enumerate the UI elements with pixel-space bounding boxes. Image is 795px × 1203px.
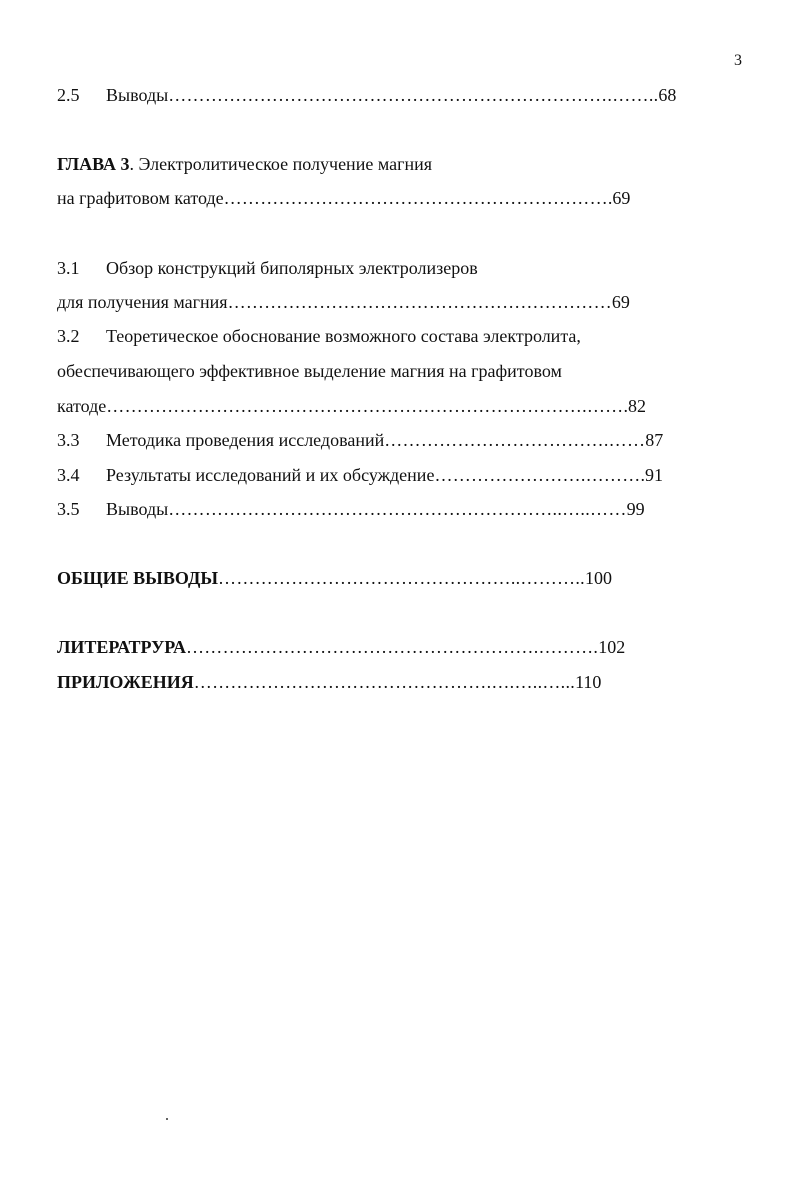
toc-page-number: .69: [607, 188, 631, 208]
toc-entry-title: Теоретическое обоснование возможного состава электролита,: [106, 326, 581, 346]
toc-leader-dots: ………………………………………………………: [223, 188, 608, 208]
toc-page-number: 102: [598, 637, 626, 657]
toc-page-number: 68: [658, 85, 677, 105]
toc-entry-title: Выводы: [106, 499, 169, 519]
toc-entry-number: 3.5: [57, 499, 80, 519]
toc-entry-3-1-line2: [57, 291, 630, 313]
toc-page-number: 87: [645, 430, 664, 450]
toc-page-number: 100: [584, 568, 612, 588]
toc-entry-conclusions: [57, 567, 612, 589]
toc-leader-dots: …………………………………………………………………….……: [106, 396, 624, 416]
toc-leader-dots: …………………………………………..………..: [218, 568, 585, 588]
toc-entry-title: ОБЩИЕ ВЫВОДЫ: [57, 568, 219, 588]
toc-leader-dots: ………………………………………………….……….: [186, 637, 599, 657]
toc-entry-2-5: [57, 84, 676, 106]
toc-leader-dots: …………………….………: [434, 465, 641, 485]
page-number: 3: [734, 52, 742, 69]
toc-entry-title-cont: обеспечивающего эффективное выделение магния на графитовом: [57, 361, 562, 381]
toc-entry-title: Результаты исследований и их обсуждение: [106, 465, 435, 485]
toc-entry-3-3: [57, 429, 663, 451]
toc-leader-dots: ………………………………………….….…..…...: [193, 672, 576, 692]
scan-speck: [166, 1118, 168, 1120]
toc-entry-title: Обзор конструкций биполярных электролизеров: [106, 258, 478, 278]
toc-entry-title: ПРИЛОЖЕНИЯ: [57, 672, 194, 692]
chapter-label: ГЛАВА 3: [57, 154, 130, 174]
toc-entry-title: Выводы: [106, 85, 169, 105]
toc-leader-dots: ……………………………………………………………….……..: [168, 85, 659, 105]
toc-entry-number: 2.5: [57, 85, 80, 105]
toc-entry-title-cont: катоде: [57, 396, 107, 416]
toc-page-number: .82: [623, 396, 646, 416]
chapter-3-heading: [57, 153, 432, 175]
toc-page-number: 110: [575, 672, 602, 692]
toc-entry-appendices: [57, 671, 601, 693]
toc-entry-3-4: [57, 464, 663, 486]
toc-entry-number: 3.1: [57, 258, 80, 278]
toc-leader-dots: ………………………………………………………..…..……: [168, 499, 627, 519]
toc-page-number: 99: [626, 499, 645, 519]
toc-entry-3-5: [57, 498, 645, 520]
toc-leader-dots: ……………………………….……: [384, 430, 646, 450]
toc-entry-literature: [57, 636, 625, 658]
chapter-title-line1: . Электролитическое получение магния: [129, 154, 432, 174]
toc-entry-title: Методика проведения исследований: [106, 430, 385, 450]
toc-entry-title: ЛИТЕРАТРУРА: [57, 637, 186, 657]
toc-entry-3-2: [57, 325, 581, 347]
toc-leader-dots: ………………………………………………………: [227, 292, 612, 312]
chapter-3-heading-line2: [57, 187, 630, 209]
toc-entry-3-2-line3: [57, 395, 646, 417]
toc-entry-number: 3.4: [57, 465, 80, 485]
toc-entry-3-1: [57, 257, 478, 279]
toc-entry-title-cont: для получения магния: [57, 292, 228, 312]
toc-entry-3-2-line2: [57, 360, 562, 382]
chapter-title-line2: на графитовом катоде: [57, 188, 224, 208]
toc-page-number: .91: [640, 465, 664, 485]
toc-entry-number: 3.2: [57, 326, 80, 346]
toc-page-number: 69: [611, 292, 630, 312]
toc-entry-number: 3.3: [57, 430, 80, 450]
